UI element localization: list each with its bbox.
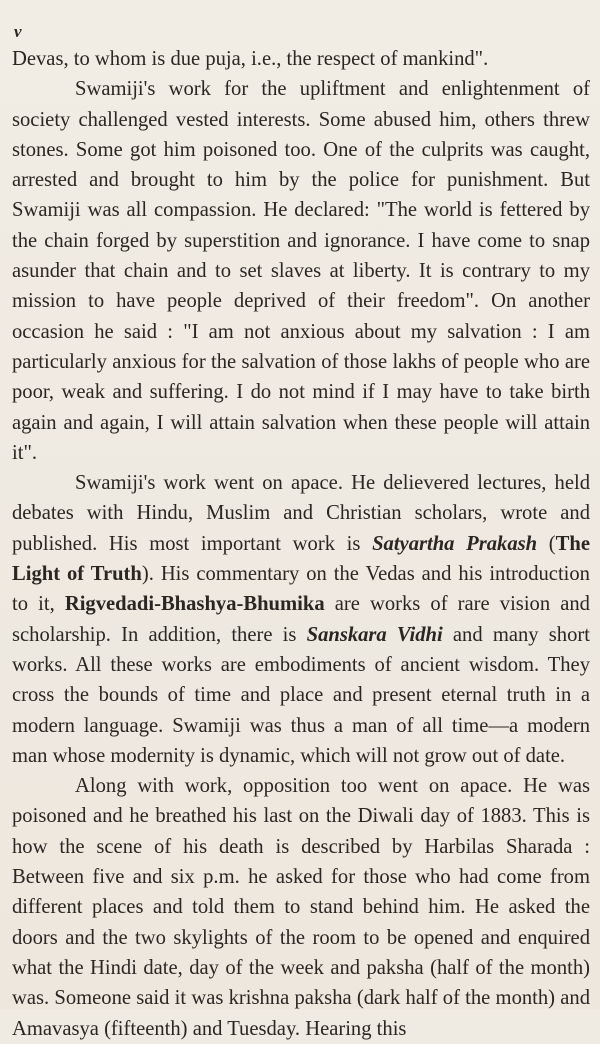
- text-span: (: [537, 532, 556, 555]
- page-number: v: [14, 22, 22, 41]
- text-span: are works of rare vision and scholarship. In addition, there is: [12, 593, 590, 646]
- paragraph-3: [12, 468, 590, 771]
- text-span: Devas, to whom is due puja, i.e., the respect of mankind".: [12, 48, 489, 70]
- paragraph-2: [12, 74, 590, 468]
- book-title-satyartha-prakash: Satyartha Prakash: [372, 532, 538, 555]
- text-span: Along with work, opposition too went on apace. He was poisoned and he breathed his last on the Diwali day of 1883. This is how the scene of his death is described by Harbilas Sharada : Between five and six p.m. he asked for those who had come from different places and told them to stand behind him. He asked the doors and the two skylights of the room to be opened and enquired what the Hindi date, day of the week and paksha (half of the month) was. Someone said it was krishna paksha (dark half of the month) and Amavasya (fifteenth) and Tuesday. Hearing this: [12, 775, 590, 1040]
- paragraph-1: [12, 44, 590, 74]
- text-span: and many short works. All these works are embodiments of ancient wisdom. They cross the bounds of time and place and present eternal truth in a modern language. Swamiji was thus a man of all time—a modern man whose modernity is dynamic, which will not grow out of date.: [12, 623, 590, 767]
- paragraph-4: [12, 771, 590, 1044]
- text-span: Swamiji's work went on apace. He delievered lectures, held debates with Hindu, Muslim and Christian scholars, wrote and published. His most important work is: [12, 472, 590, 555]
- text-span: Swamiji's work for the upliftment and enlightenment of society challenged vested interests. Some abused him, others threw stones. Some got him poisoned too. One of the culprits was caught, arrested and brought to him by the police for punishment. But Swamiji was all compassion. He declared: "The world is fettered by the chain forged by superstition and ignorance. I have come to snap asunder that chain and to set slaves at liberty. It is contrary to my mission to have people deprived of their freedom". On another occasion he said : "I am not anxious about my salvation : I am particularly anxious for the salvation of those lakhs of people who are poor, weak and suffering. I do not mind if I may have to take birth again and again, I will attain salvation when these people will attain it".: [12, 78, 590, 464]
- book-title-sanskara-vidhi: Sanskara Vidhi: [306, 623, 443, 646]
- text-span: ). His commentary on the Vedas and his introduction to it,: [12, 563, 590, 616]
- book-title-rigvedadi: Rigvedadi-Bhashya-Bhumika: [64, 593, 325, 616]
- book-title-light-of-truth: The Light of Truth: [12, 532, 590, 586]
